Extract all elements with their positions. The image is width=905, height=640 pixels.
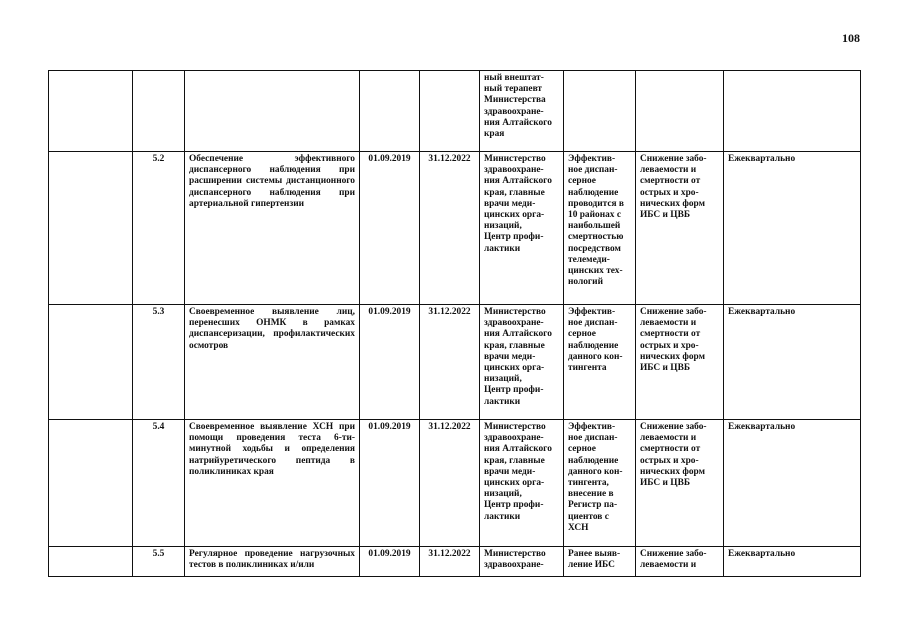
cell-line: Снижение забо- bbox=[640, 422, 707, 432]
cell-line: Министерство bbox=[484, 307, 546, 317]
reporting-cell: Ежеквартально bbox=[724, 547, 861, 577]
cell-line: ИБС и ЦВБ bbox=[640, 210, 691, 221]
cell-line: Эффектив- bbox=[568, 154, 616, 164]
cell-line: наблюдение bbox=[568, 455, 619, 466]
cell-line: Эффектив- bbox=[568, 422, 616, 432]
responsible-cell bbox=[480, 420, 564, 547]
responsible-cell bbox=[480, 305, 564, 420]
end-date-cell: 31.12.2022 bbox=[420, 420, 480, 547]
item-number-cell: 5.4 bbox=[133, 420, 185, 547]
cell-line: ный терапевт bbox=[484, 84, 543, 95]
result-cell bbox=[564, 305, 636, 420]
end-date-cell: 31.12.2022 bbox=[420, 547, 480, 577]
indicator-cell bbox=[636, 71, 724, 152]
start-date-cell bbox=[360, 71, 420, 152]
cell-line: Снижение забо- bbox=[640, 154, 707, 164]
table-row bbox=[49, 420, 861, 547]
cell-line: лактики bbox=[484, 511, 521, 522]
cell-line: Министерство bbox=[484, 549, 546, 559]
cell-line: тингента, bbox=[568, 478, 609, 489]
cell-line: ное диспан- bbox=[568, 165, 618, 176]
cell-line: здравоохране- bbox=[484, 433, 544, 444]
cell-line: серное bbox=[568, 444, 596, 455]
cell-line: врачи меди- bbox=[484, 198, 536, 209]
cell-line: Центр профи- bbox=[484, 500, 544, 511]
cell-line: внесение в bbox=[568, 489, 614, 500]
empty-cell bbox=[49, 547, 133, 577]
cell-line: леваемости и bbox=[640, 165, 697, 176]
activity-cell: Обеспечение эффективного диспансерного наблюдения при расширении системы дистанционного диспансерного наблюдения при артериальной гипертензии bbox=[185, 152, 360, 305]
empty-cell bbox=[49, 152, 133, 305]
cell-line: проводится в bbox=[568, 198, 624, 209]
cell-line: ХСН bbox=[568, 522, 589, 533]
cell-line: нологий bbox=[568, 277, 603, 288]
page-number: 108 bbox=[842, 31, 860, 45]
cell-line: острых и хро- bbox=[640, 340, 699, 351]
activity-cell bbox=[185, 71, 360, 152]
reporting-cell: Ежеквартально bbox=[724, 420, 861, 547]
cell-line: края, главные bbox=[484, 455, 545, 466]
cell-line: врачи меди- bbox=[484, 351, 536, 362]
cell-line: смертностью bbox=[568, 232, 624, 243]
start-date-cell: 01.09.2019 bbox=[360, 547, 420, 577]
cell-line: нических форм bbox=[640, 198, 705, 209]
cell-line: серное bbox=[568, 176, 596, 187]
table-row bbox=[49, 71, 861, 152]
cell-line: тингента bbox=[568, 363, 607, 374]
cell-line: здравоохране- bbox=[484, 106, 544, 117]
cell-line: края, главные bbox=[484, 340, 545, 351]
cell-line: наблюдение bbox=[568, 187, 619, 198]
cell-line: ния Алтайского bbox=[484, 117, 552, 128]
cell-line: смертности от bbox=[640, 176, 701, 187]
cell-line: серное bbox=[568, 329, 596, 340]
cell-line: цинских орга- bbox=[484, 478, 545, 489]
start-date-cell: 01.09.2019 bbox=[360, 305, 420, 420]
activity-cell: Своевременное выявление лиц, перенесших ОНМК в рамках диспансеризации, профилактических осмотров bbox=[185, 305, 360, 420]
item-number-cell bbox=[133, 71, 185, 152]
cell-line: 10 районах с bbox=[568, 210, 621, 221]
cell-line: нических форм bbox=[640, 351, 705, 362]
activity-cell: Своевременное выявление ХСН при помощи проведения теста 6-ти-минутной ходьбы и определения натрийуретического пептида в поликлиниках края bbox=[185, 420, 360, 547]
item-number-cell: 5.5 bbox=[133, 547, 185, 577]
cell-line: острых и хро- bbox=[640, 187, 699, 198]
result-cell bbox=[564, 420, 636, 547]
cell-line: низаций, bbox=[484, 221, 522, 232]
cell-line: ния Алтайского bbox=[484, 444, 552, 455]
cell-line: леваемости и bbox=[640, 318, 697, 329]
empty-cell bbox=[49, 420, 133, 547]
cell-line: ИБС и ЦВБ bbox=[640, 363, 691, 374]
indicator-cell bbox=[636, 305, 724, 420]
cell-line: смертности от bbox=[640, 444, 701, 455]
cell-line: ния Алтайского bbox=[484, 176, 552, 187]
cell-line: низаций, bbox=[484, 374, 522, 385]
end-date-cell bbox=[420, 71, 480, 152]
cell-line: ное диспан- bbox=[568, 433, 618, 444]
cell-line: смертности от bbox=[640, 329, 701, 340]
responsible-cell bbox=[480, 547, 564, 577]
cell-line: ный внештат- bbox=[484, 73, 544, 83]
indicator-cell bbox=[636, 547, 724, 577]
cell-line: ИБС и ЦВБ bbox=[640, 478, 691, 489]
item-number-cell: 5.3 bbox=[133, 305, 185, 420]
cell-line: Центр профи- bbox=[484, 232, 544, 243]
cell-line: острых и хро- bbox=[640, 455, 699, 466]
cell-line: края, главные bbox=[484, 187, 545, 198]
cell-line: телемеди- bbox=[568, 254, 610, 265]
cell-line: Министерства bbox=[484, 95, 546, 106]
indicator-cell bbox=[636, 420, 724, 547]
activity-cell: Регулярное проведение нагрузочных тестов в поликлиниках и/или bbox=[185, 547, 360, 577]
cell-line: леваемости и bbox=[640, 560, 697, 571]
cell-line: посредством bbox=[568, 243, 621, 254]
responsible-cell bbox=[480, 71, 564, 152]
cell-line: цинских орга- bbox=[484, 210, 545, 221]
cell-line: леваемости и bbox=[640, 433, 697, 444]
reporting-cell: Ежеквартально bbox=[724, 152, 861, 305]
cell-line: данного кон- bbox=[568, 466, 623, 477]
start-date-cell: 01.09.2019 bbox=[360, 420, 420, 547]
cell-line: лактики bbox=[484, 243, 521, 254]
cell-line: Регистр па- bbox=[568, 500, 618, 511]
cell-line: здравоохране- bbox=[484, 560, 544, 571]
plan-table bbox=[48, 70, 861, 577]
table-row bbox=[49, 152, 861, 305]
reporting-cell: Ежеквартально bbox=[724, 305, 861, 420]
empty-cell bbox=[49, 71, 133, 152]
result-cell bbox=[564, 71, 636, 152]
reporting-cell bbox=[724, 71, 861, 152]
cell-line: Эффектив- bbox=[568, 307, 616, 317]
table-row bbox=[49, 547, 861, 577]
cell-line: Центр профи- bbox=[484, 385, 544, 396]
cell-line: здравоохране- bbox=[484, 165, 544, 176]
item-number-cell: 5.2 bbox=[133, 152, 185, 305]
cell-line: наибольшей bbox=[568, 221, 621, 232]
result-cell bbox=[564, 152, 636, 305]
cell-line: края bbox=[484, 129, 505, 140]
indicator-cell bbox=[636, 152, 724, 305]
cell-line: Министерство bbox=[484, 422, 546, 432]
start-date-cell: 01.09.2019 bbox=[360, 152, 420, 305]
cell-line: здравоохране- bbox=[484, 318, 544, 329]
cell-line: лактики bbox=[484, 396, 521, 407]
cell-line: ное диспан- bbox=[568, 318, 618, 329]
cell-line: ния Алтайского bbox=[484, 329, 552, 340]
cell-line: циентов с bbox=[568, 511, 609, 522]
cell-line: нических форм bbox=[640, 466, 705, 477]
responsible-cell bbox=[480, 152, 564, 305]
cell-line: данного кон- bbox=[568, 351, 623, 362]
cell-line: ление ИБС bbox=[568, 560, 615, 571]
empty-cell bbox=[49, 305, 133, 420]
cell-line: наблюдение bbox=[568, 340, 619, 351]
cell-line: цинских орга- bbox=[484, 363, 545, 374]
cell-line: врачи меди- bbox=[484, 466, 536, 477]
cell-line: Снижение забо- bbox=[640, 549, 707, 559]
end-date-cell: 31.12.2022 bbox=[420, 305, 480, 420]
result-cell bbox=[564, 547, 636, 577]
cell-line: цинских тех- bbox=[568, 266, 623, 277]
table-row bbox=[49, 305, 861, 420]
end-date-cell: 31.12.2022 bbox=[420, 152, 480, 305]
cell-line: Министерство bbox=[484, 154, 546, 164]
cell-line: Ранее выяв- bbox=[568, 549, 621, 559]
cell-line: низаций, bbox=[484, 489, 522, 500]
cell-line: Снижение забо- bbox=[640, 307, 707, 317]
